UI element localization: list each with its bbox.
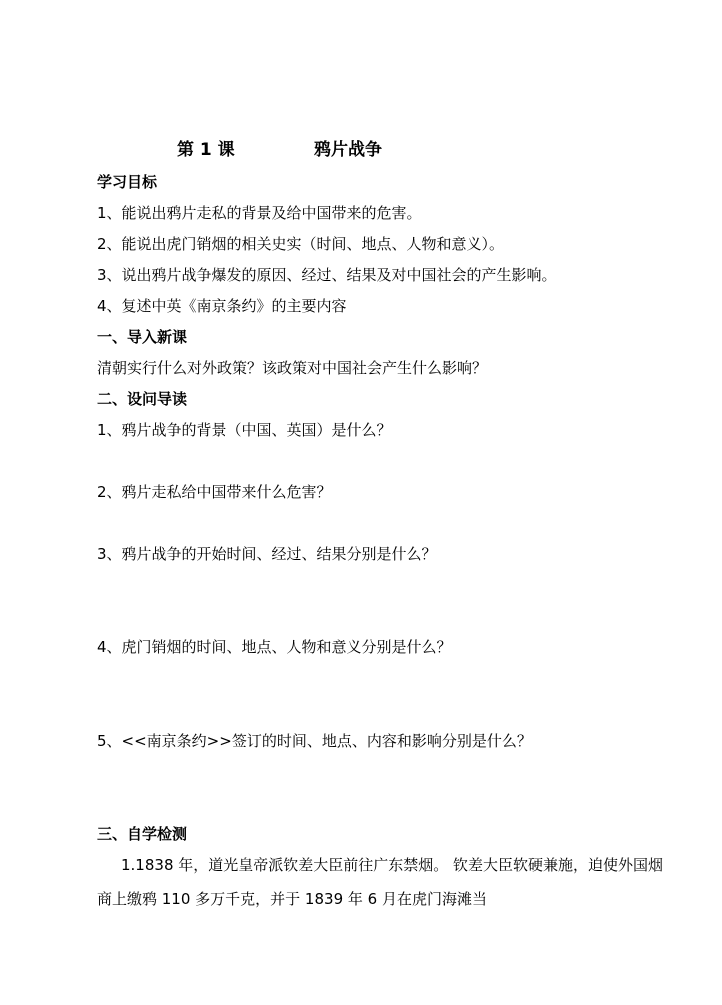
section-heading-intro: 一、导入新课: [97, 328, 188, 346]
guided-question: 1、鸦片战争的背景（中国、英国）是什么？: [97, 421, 392, 439]
section-heading-selftest: 三、自学检测: [97, 825, 188, 843]
guided-question: 2、鸦片走私给中国带来什么危害？: [97, 483, 332, 501]
objective-item: 1、能说出鸦片走私的背景及给中国带来的危害。: [97, 204, 422, 222]
lesson-number: 第 1 课: [177, 140, 235, 160]
intro-question: 清朝实行什么对外政策？该政策对中国社会产生什么影响？: [97, 359, 488, 377]
objective-item: 4、复述中英《南京条约》的主要内容: [97, 297, 347, 315]
objective-item: 2、能说出虎门销烟的相关史实（时间、地点、人物和意义）。: [97, 235, 505, 253]
lesson-title: [0, 135, 722, 160]
section-heading-guided: 二、设问导读: [97, 390, 188, 408]
selftest-paragraph: 1.1838 年，道光皇帝派钦差大臣前往广东禁烟。 钦差大臣软硬兼施，迫使外国烟商上缴鸦 110 多万千克，并于 1839 年 6 月在虎门海滩当: [97, 856, 664, 908]
objectives-heading: 学习目标: [97, 173, 158, 191]
lesson-name: 鸦片战争: [314, 140, 382, 160]
guided-question: 3、鸦片战争的开始时间、经过、结果分别是什么？: [97, 545, 437, 563]
guided-question: 5、<<南京条约>>签订的时间、地点、内容和影响分别是什么？: [97, 732, 532, 750]
objective-item: 3、说出鸦片战争爆发的原因、经过、结果及对中国社会的产生影响。: [97, 266, 557, 284]
guided-question: 4、虎门销烟的时间、地点、人物和意义分别是什么？: [97, 638, 452, 656]
